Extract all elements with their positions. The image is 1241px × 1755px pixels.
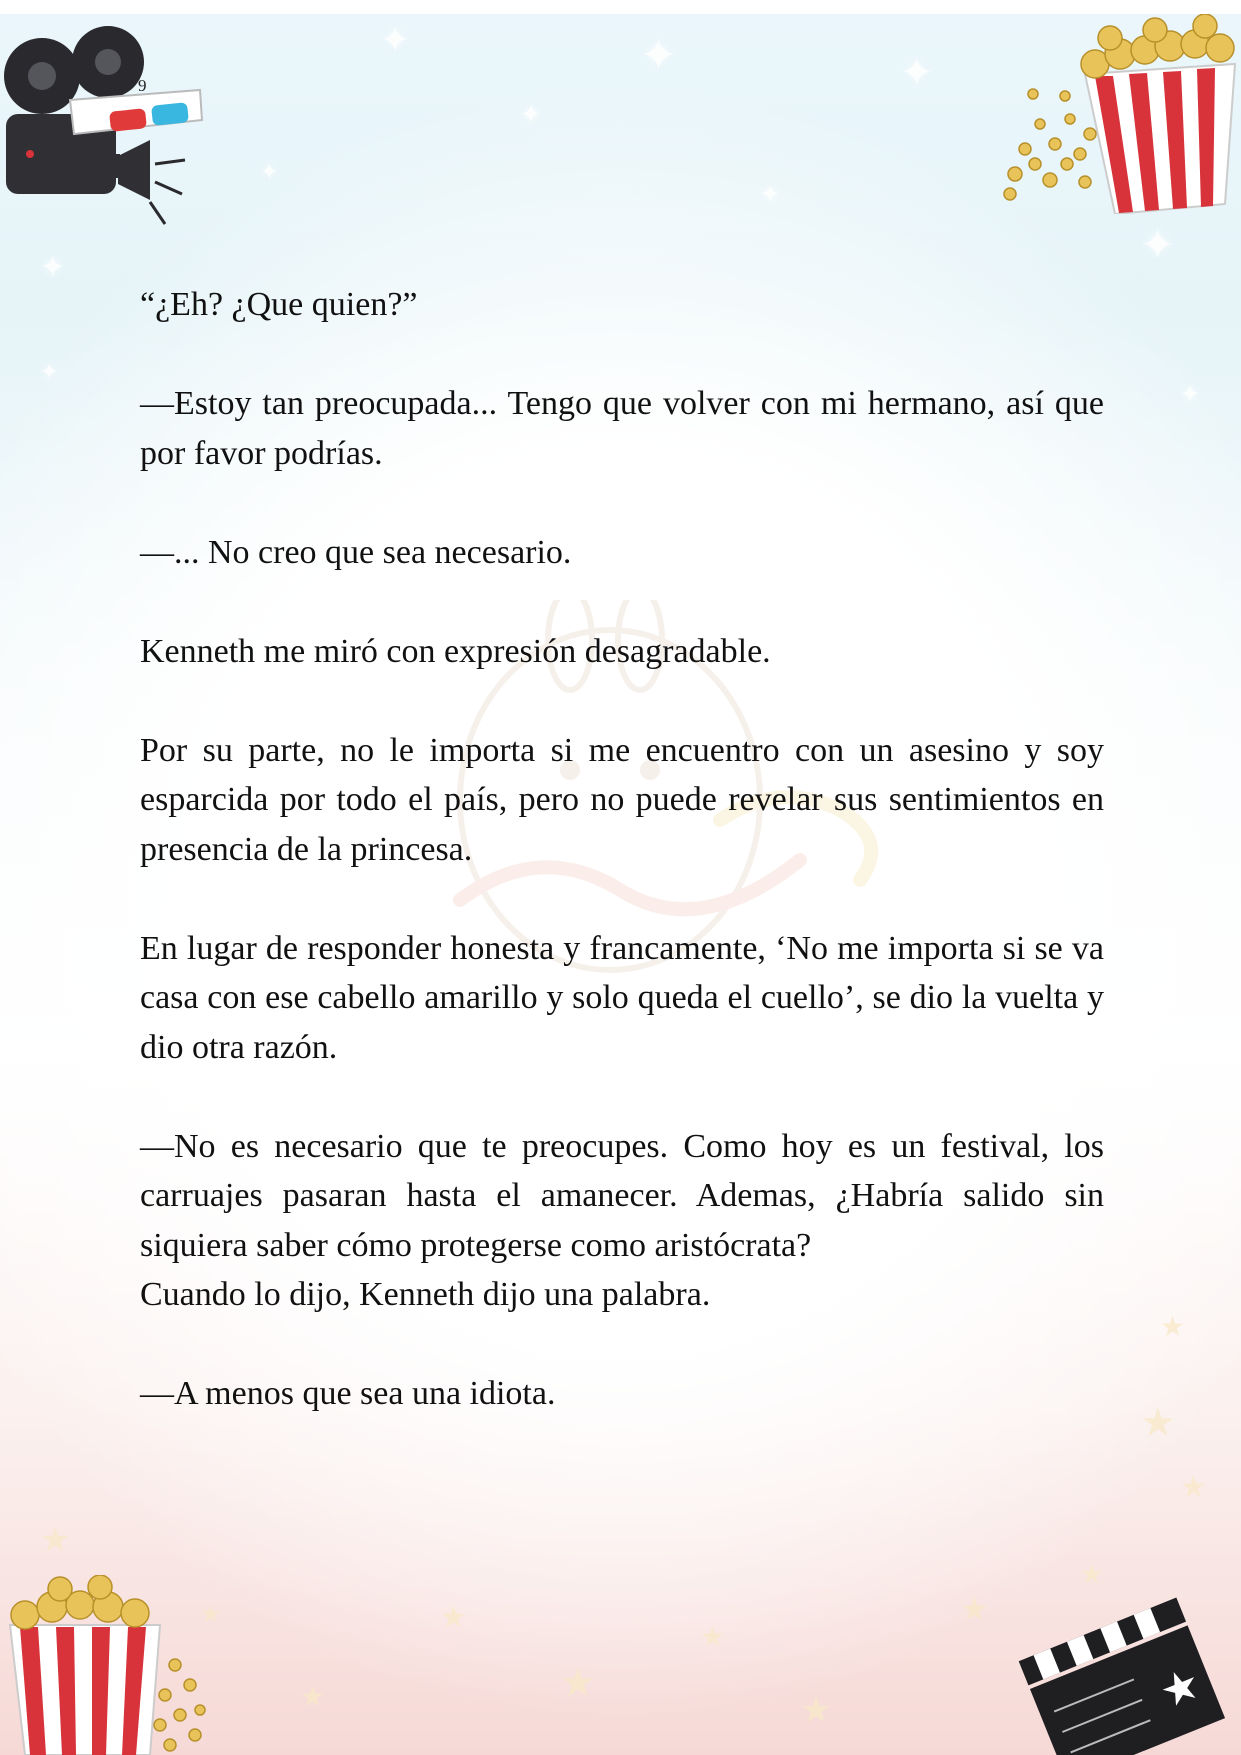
document-body	[140, 280, 1104, 1468]
paragraph: Kenneth me miró con expresión desagradable.	[140, 632, 771, 670]
star-icon: ★	[700, 1620, 726, 1653]
star-icon: ★	[1140, 1400, 1176, 1446]
film-camera-icon	[0, 14, 210, 234]
sparkle-icon: ✦	[640, 30, 677, 81]
paragraph: —Estoy tan preocupada... Tengo que volver con mi hermano, así que por favor podrías.	[140, 385, 1104, 472]
clapperboard-icon	[1015, 1595, 1225, 1755]
paragraph-line: —No es necesario que te preocupes. Como hoy es un festival, los carruajes pasaran hasta el amanecer. Ademas, ¿Habría salido sin siquiera saber cómo protegerse como aristócrata?	[140, 1127, 1104, 1264]
star-icon: ★	[560, 1660, 596, 1706]
sparkle-icon: ✦	[1140, 220, 1176, 269]
sparkle-icon: ✦	[760, 180, 781, 208]
sparkle-icon: ✦	[380, 20, 411, 61]
3d-glasses-icon	[70, 90, 202, 134]
sparkle-icon: ✦	[520, 100, 542, 130]
sparkle-icon: ✦	[260, 160, 279, 185]
paragraph: En lugar de responder honesta y francamente, ‘No me importa si se va casa con ese cabello amarillo y solo queda el cuello’, se dio la vuelta y dio otra razón.	[140, 929, 1104, 1066]
paragraph: —A menos que sea una idiota.	[140, 1375, 556, 1412]
sparkle-icon: ✦	[900, 50, 934, 96]
star-icon: ★	[440, 1600, 467, 1635]
star-icon: ★	[800, 1690, 833, 1731]
star-icon: ★	[200, 1600, 222, 1628]
sparkle-icon: ✦	[40, 360, 59, 385]
paragraph: Por su parte, no le importa si me encuentro con un asesino y soy esparcida por todo el país, pero no puede revelar sus sentimientos en presencia de la princesa.	[140, 731, 1104, 868]
star-icon: ★	[1160, 1310, 1186, 1343]
star-icon: ★	[1180, 1470, 1207, 1505]
sparkle-icon: ✦	[40, 250, 66, 285]
popcorn-bucket-icon	[0, 1575, 220, 1755]
svg-text:★: ★	[1152, 1657, 1209, 1720]
sparkle-icon: ✦	[1180, 380, 1201, 408]
popcorn-bucket-icon	[995, 14, 1241, 214]
paragraph: —... No creo que sea necesario.	[140, 533, 572, 571]
paragraph: “¿Eh? ¿Que quien?”	[140, 286, 418, 323]
paragraph	[140, 1122, 1104, 1320]
page-number: 9	[138, 76, 147, 95]
star-icon: ★	[1080, 1560, 1104, 1590]
paragraph-line: Cuando lo dijo, Kenneth dijo una palabra.	[140, 1276, 711, 1313]
star-icon: ★	[300, 1680, 326, 1713]
star-icon: ★	[40, 1520, 71, 1560]
top-strip	[0, 0, 1241, 14]
star-icon: ★	[960, 1590, 989, 1628]
